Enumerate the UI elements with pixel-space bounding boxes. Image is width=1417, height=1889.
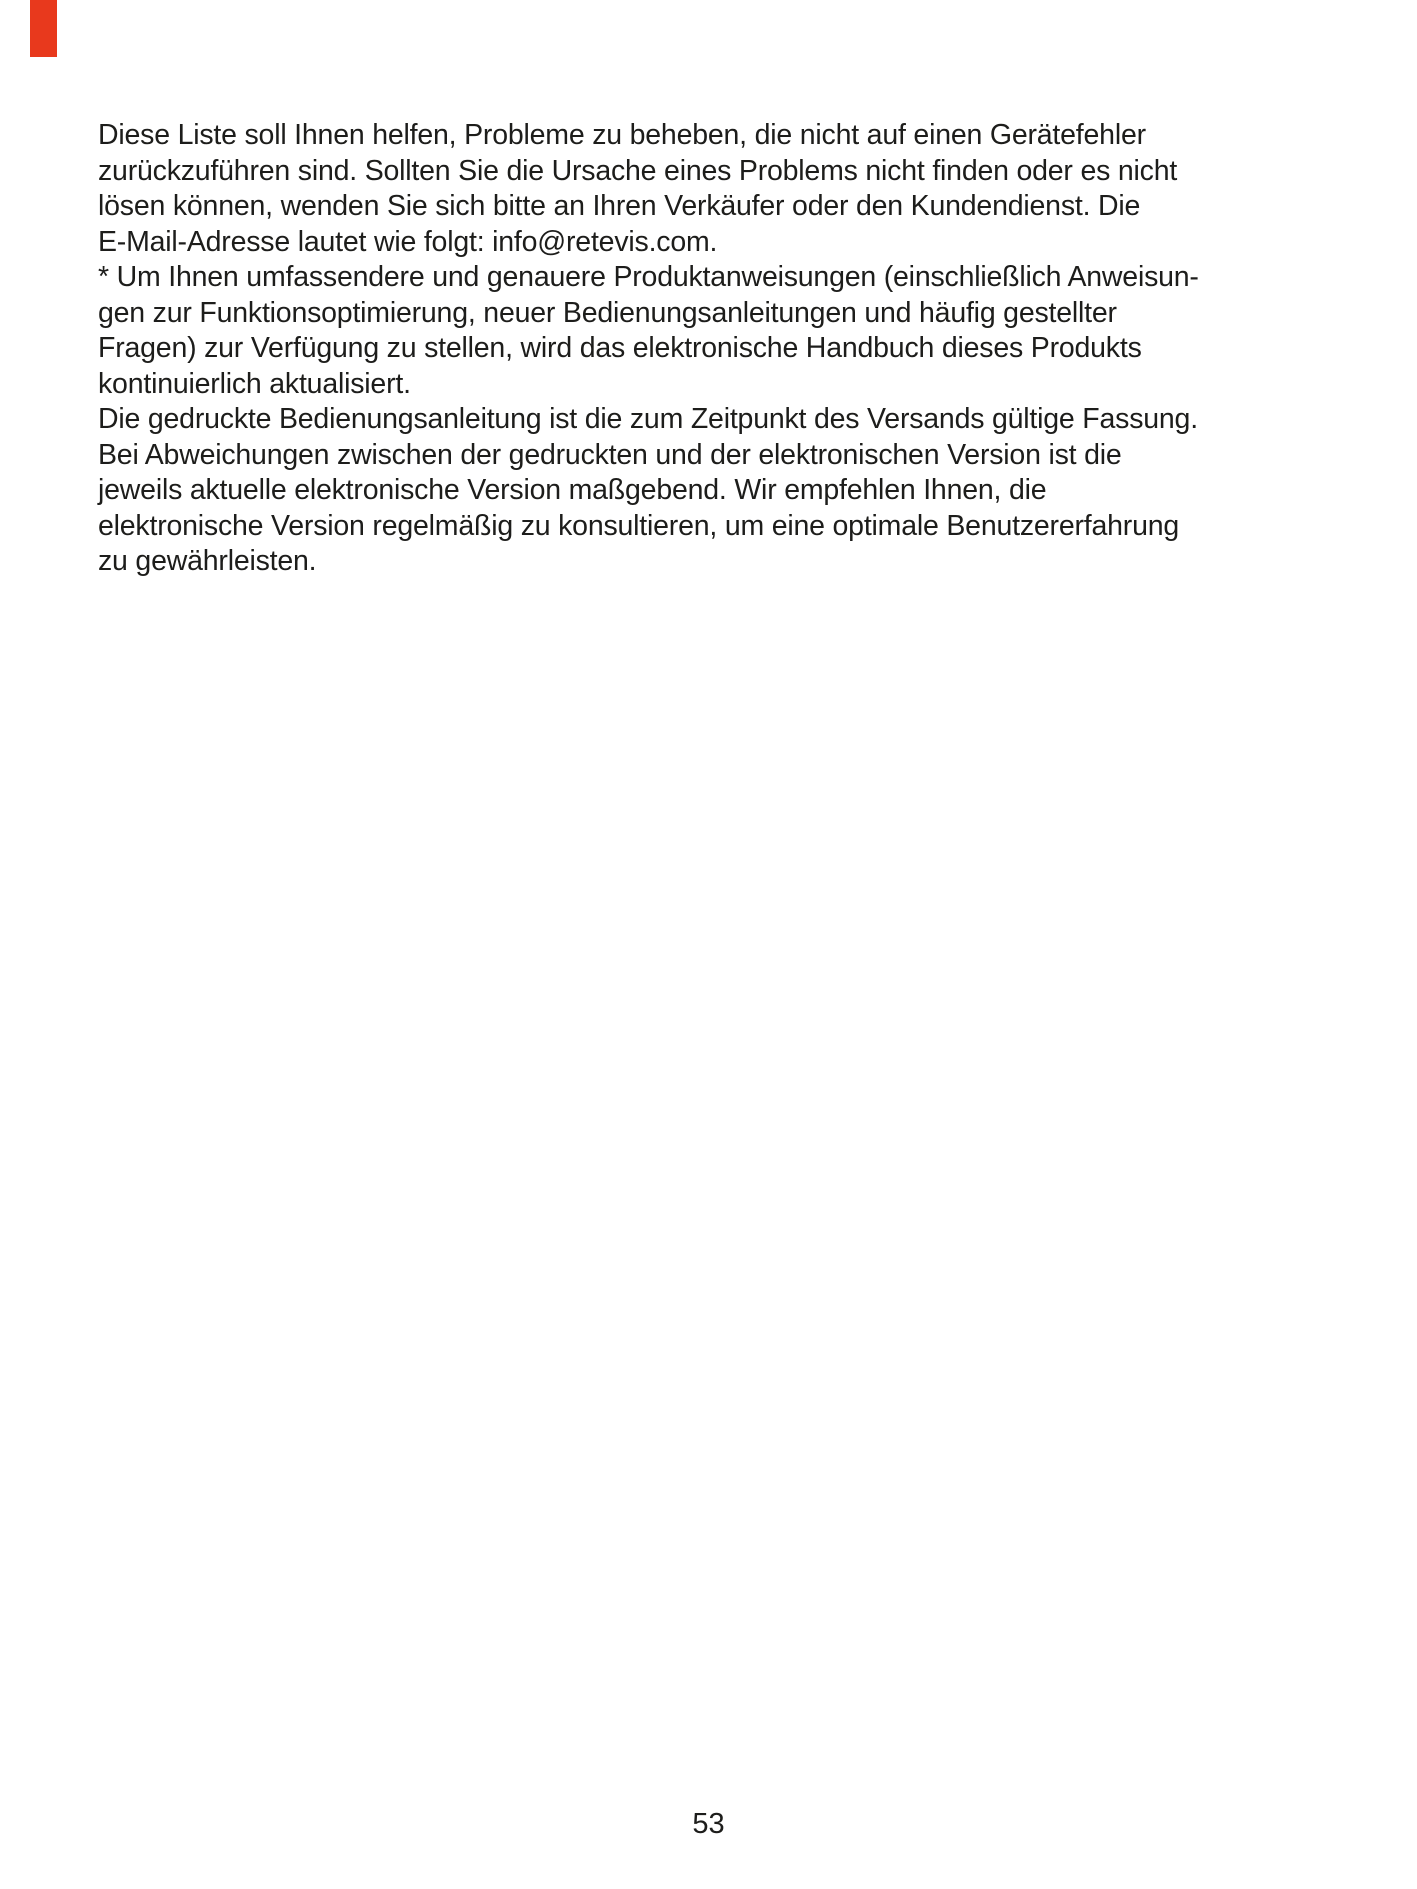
body-text-block	[98, 118, 1331, 580]
text-line: zurückzuführen sind. Sollten Sie die Ursache eines Problems nicht finden oder es nicht	[98, 154, 1178, 187]
page-number: 53	[692, 1808, 725, 1840]
text-line: gen zur Funktionsoptimierung, neuer Bedienungsanleitungen und häufig gestellter	[98, 296, 1117, 329]
text-line: * Um Ihnen umfassendere und genauere Produktanweisungen (einschließlich Anweisun-	[98, 261, 1199, 293]
text-line: kontinuierlich aktualisiert.	[98, 367, 411, 400]
text-line: jeweils aktuelle elektronische Version maßgebend. Wir empfehlen Ihnen, die	[98, 474, 1047, 506]
text-line: lösen können, wenden Sie sich bitte an Ihren Verkäufer oder den Kundendienst. Die	[98, 190, 1141, 222]
text-line: Fragen) zur Verfügung zu stellen, wird das elektronische Handbuch dieses Produkts	[98, 332, 1142, 364]
text-line: E-Mail-Adresse lautet wie folgt: info@retevis.com.	[98, 225, 718, 258]
page-corner-tab	[30, 0, 57, 57]
text-line: Diese Liste soll Ihnen helfen, Probleme zu beheben, die nicht auf einen Gerätefehler	[98, 119, 1146, 151]
text-line: zu gewährleisten.	[98, 545, 317, 577]
text-line: Die gedruckte Bedienungsanleitung ist die zum Zeitpunkt des Versands gültige Fassung.	[98, 403, 1198, 435]
text-line: elektronische Version regelmäßig zu konsultieren, um eine optimale Benutzererfahrung	[98, 509, 1180, 542]
text-line: Bei Abweichungen zwischen der gedruckten und der elektronischen Version ist die	[98, 438, 1122, 471]
